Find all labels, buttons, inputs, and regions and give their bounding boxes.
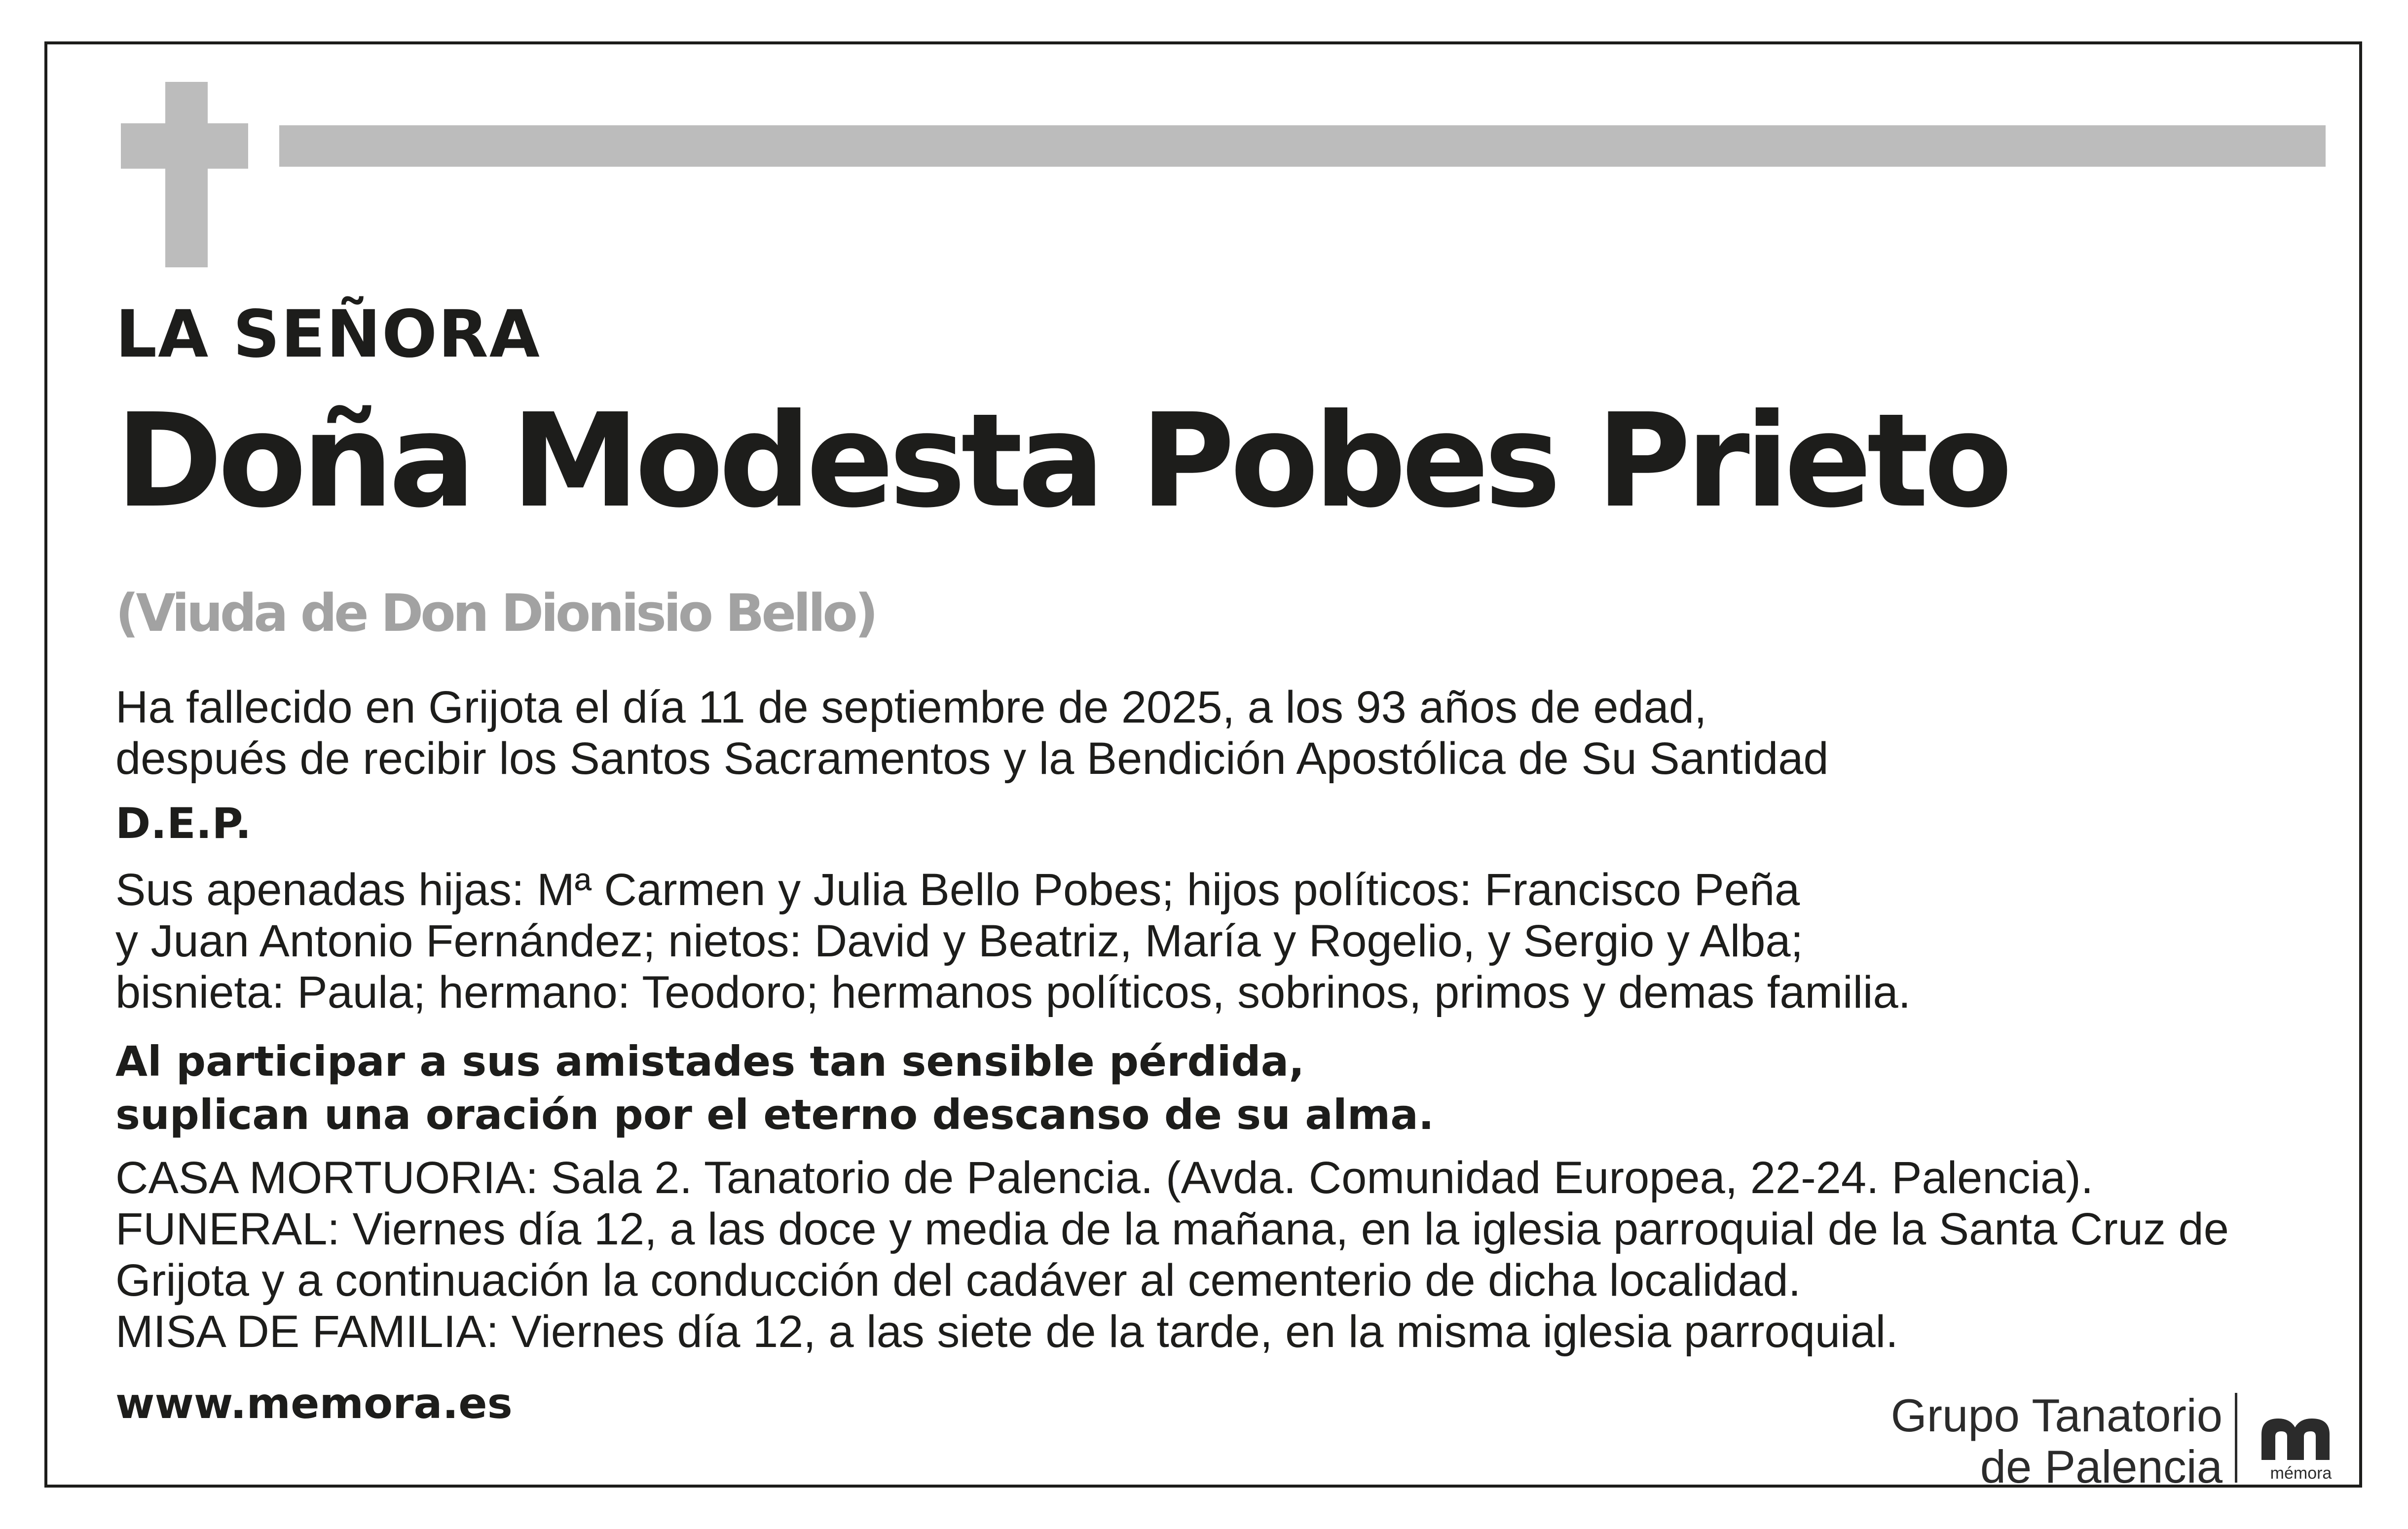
prayer-line: Al participar a sus amistades tan sensible pérdida, bbox=[115, 1037, 1305, 1086]
details-line: CASA MORTUORIA: Sala 2. Tanatorio de Palencia. (Avda. Comunidad Europea, 22-24. Palencia). bbox=[115, 1153, 2094, 1203]
cross-icon-arm bbox=[121, 123, 248, 169]
details-paragraph bbox=[115, 1152, 2229, 1357]
family-line: bisnieta: Paula; hermano: Teodoro; hermanos políticos, sobrinos, primos y demas familia. bbox=[115, 967, 1911, 1018]
company-line: Grupo Tanatorio bbox=[1890, 1389, 2223, 1441]
website-link[interactable]: www.memora.es bbox=[115, 1379, 513, 1428]
footer-divider bbox=[2235, 1393, 2237, 1483]
prayer-line: suplican una oración por el eterno descanso de su alma. bbox=[115, 1091, 1434, 1139]
family-paragraph bbox=[115, 864, 1911, 1018]
prayer-paragraph bbox=[115, 1035, 1434, 1141]
death-line: Ha fallecido en Grijota el día 11 de septiembre de 2025, a los 93 años de edad, bbox=[115, 682, 1707, 732]
memora-logo-text: mémora bbox=[2270, 1464, 2332, 1483]
company-line: de Palencia bbox=[1980, 1441, 2223, 1493]
details-line: Grijota y a continuación la conducción del cadáver al cementerio de dicha localidad. bbox=[115, 1255, 1801, 1306]
details-line: FUNERAL: Viernes día 12, a las doce y media de la mañana, en la iglesia parroquial de la Santa Cruz de bbox=[115, 1204, 2229, 1254]
deceased-name: Doña Modesta Pobes Prieto bbox=[115, 386, 2008, 536]
cross-icon bbox=[165, 82, 208, 267]
widow-of: (Viuda de Don Dionisio Bello) bbox=[115, 583, 876, 643]
death-line: después de recibir los Santos Sacramentos y la Bendición Apostólica de Su Santidad bbox=[115, 733, 1829, 784]
honorific: LA SEÑORA bbox=[115, 296, 541, 372]
company-name bbox=[1891, 1390, 2223, 1493]
family-line: y Juan Antonio Fernández; nietos: David y Beatriz, María y Rogelio, y Sergio y Alba; bbox=[115, 916, 1804, 966]
details-line: MISA DE FAMILIA: Viernes día 12, a las siete de la tarde, en la misma iglesia parroquial. bbox=[115, 1307, 1898, 1357]
header-bar bbox=[279, 125, 2326, 167]
family-line: Sus apenadas hijas: Mª Carmen y Julia Bello Pobes; hijos políticos: Francisco Peña bbox=[115, 865, 1800, 915]
dep-label: D.E.P. bbox=[115, 799, 252, 848]
death-paragraph bbox=[115, 682, 1829, 784]
